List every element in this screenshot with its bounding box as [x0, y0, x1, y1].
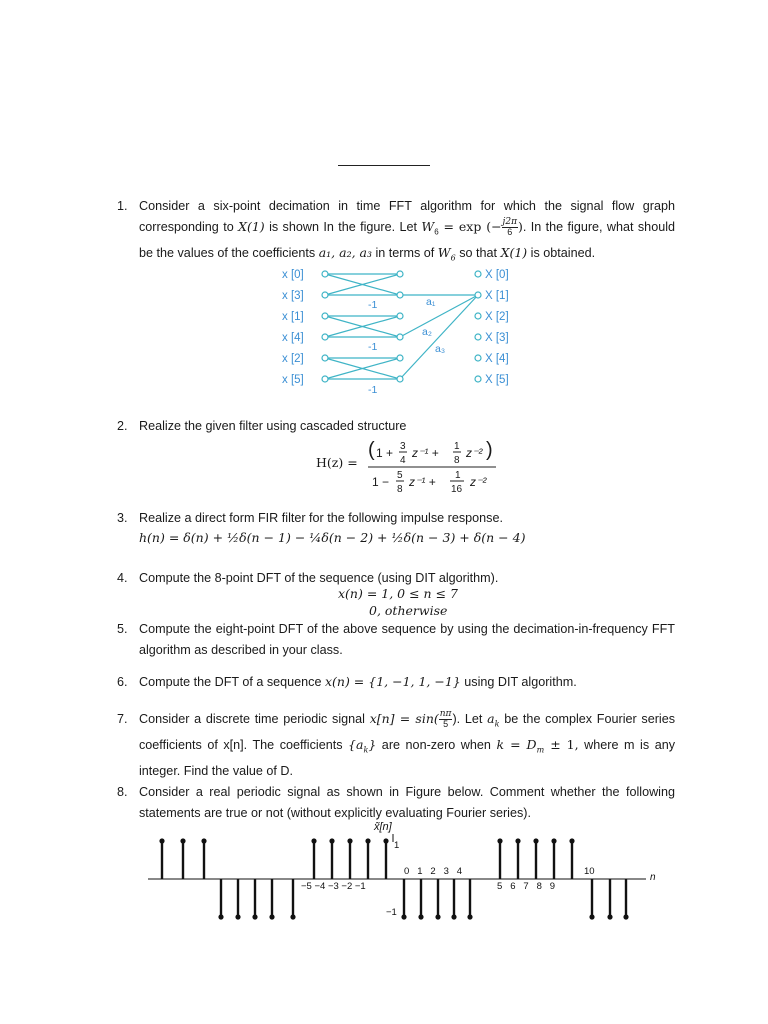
stem-dot: [589, 914, 594, 919]
neg-one-label: -1: [368, 299, 378, 311]
svg-text:16: 16: [451, 484, 463, 494]
stem-dot: [401, 914, 406, 919]
svg-text:1 −: 1 −: [372, 475, 390, 489]
sequence-eq: x(n) = 1, 0 ≤ n ≤ 7: [338, 586, 458, 601]
stem-dot: [418, 914, 423, 919]
coef-label: a₂: [422, 326, 432, 338]
output-label: X [4]: [485, 353, 509, 365]
stem-dot: [269, 914, 274, 919]
stem-dot: [623, 914, 628, 919]
svg-text:z⁻²: z⁻²: [466, 446, 483, 460]
transfer-function-lhs: H(z) =: [316, 455, 358, 470]
input-label: x [1]: [282, 311, 304, 323]
input-label: x [5]: [282, 374, 304, 386]
coef-label: a₃: [435, 343, 446, 355]
stem-dot: [607, 914, 612, 919]
pos-tick-labels-a: 0 1 2 3 4: [404, 866, 463, 877]
input-label: x [0]: [282, 269, 304, 281]
top-value-label: 1: [394, 840, 400, 851]
stem-dot: [159, 838, 164, 843]
svg-text:4: 4: [400, 455, 406, 466]
question-number: 1.: [117, 199, 128, 213]
stem-dot: [383, 838, 388, 843]
svg-text:1 +: 1 +: [376, 446, 394, 460]
impulse-response-eq: h(n) = δ(n) + ½δ(n − 1) − ¼δ(n − 2) + ½δ(n − 3) + δ(n − 4): [139, 530, 526, 545]
svg-text:3: 3: [400, 441, 406, 452]
svg-text:z⁻¹ +: z⁻¹ +: [412, 446, 439, 460]
neg-one-label: -1: [368, 384, 378, 396]
svg-text:1: 1: [454, 441, 460, 452]
svg-text:8: 8: [454, 455, 460, 466]
stem-dot: [467, 914, 472, 919]
stem-dot: [347, 838, 352, 843]
svg-text:8: 8: [397, 484, 403, 494]
stem-dot: [451, 914, 456, 919]
stem-dot: [235, 914, 240, 919]
stem-dot: [180, 838, 185, 843]
svg-text:z⁻²: z⁻²: [470, 475, 487, 489]
plot-title: x̃[n]: [374, 821, 392, 833]
stem-dot: [329, 838, 334, 843]
exp-fraction: $\frac{j2\pi}{6}$: [502, 216, 517, 237]
stem-dot: [252, 914, 257, 919]
output-label: X [5]: [485, 374, 509, 386]
output-label: X [0]: [485, 269, 509, 281]
sequence-eq-otherwise: 0, otherwise: [369, 603, 448, 618]
periodic-signal-plot: [140, 818, 660, 928]
svg-text:5: 5: [397, 470, 403, 481]
svg-text:z⁻¹ +: z⁻¹ +: [409, 475, 436, 489]
title-underline: [338, 165, 430, 166]
stem-dot: [569, 838, 574, 843]
stem-dot: [311, 838, 316, 843]
stem-dot: [218, 914, 223, 919]
input-label: x [3]: [282, 290, 304, 302]
neg-one-label: -1: [368, 341, 378, 353]
output-label: X [2]: [485, 311, 509, 323]
output-label: X [1]: [485, 290, 509, 302]
svg-text:(: (: [368, 439, 375, 461]
stem-dot: [515, 838, 520, 843]
stem-dot: [497, 838, 502, 843]
output-label: X [3]: [485, 332, 509, 344]
neg-tick-labels: −5 −4 −3 −2 −1: [301, 881, 366, 892]
stem-dot: [365, 838, 370, 843]
input-label: x [2]: [282, 353, 304, 365]
svg-text:1: 1: [455, 470, 461, 481]
stem-dot: [435, 914, 440, 919]
bottom-value-label: −1: [386, 907, 397, 918]
coef-label: a₁: [426, 296, 436, 308]
axis-label: n: [650, 872, 656, 883]
stem-dot: [290, 914, 295, 919]
tick-ten-label: 10: [584, 866, 595, 877]
question-text: Consider a six-point decimation in time FFT algorithm for which the signal flow graph corresponding to X(1) is shown In the figure. Let $W_6 = \exp$ (− $\frac{j2\pi}{6}$ ). In the figure, what should be the values of the coefficients a₁, a₂, a₃ in terms of $W_6$ so that X(1) is obtained.: [139, 199, 676, 263]
stem-dot: [201, 838, 206, 843]
pos-tick-labels-b: 5 6 7 8 9: [497, 881, 556, 892]
stem-dot: [551, 838, 556, 843]
svg-text:): ): [486, 439, 493, 461]
input-label: x [4]: [282, 332, 304, 344]
stem-dot: [533, 838, 538, 843]
transfer-function-fraction: [366, 434, 506, 494]
signal-flow-graph: [270, 262, 530, 398]
